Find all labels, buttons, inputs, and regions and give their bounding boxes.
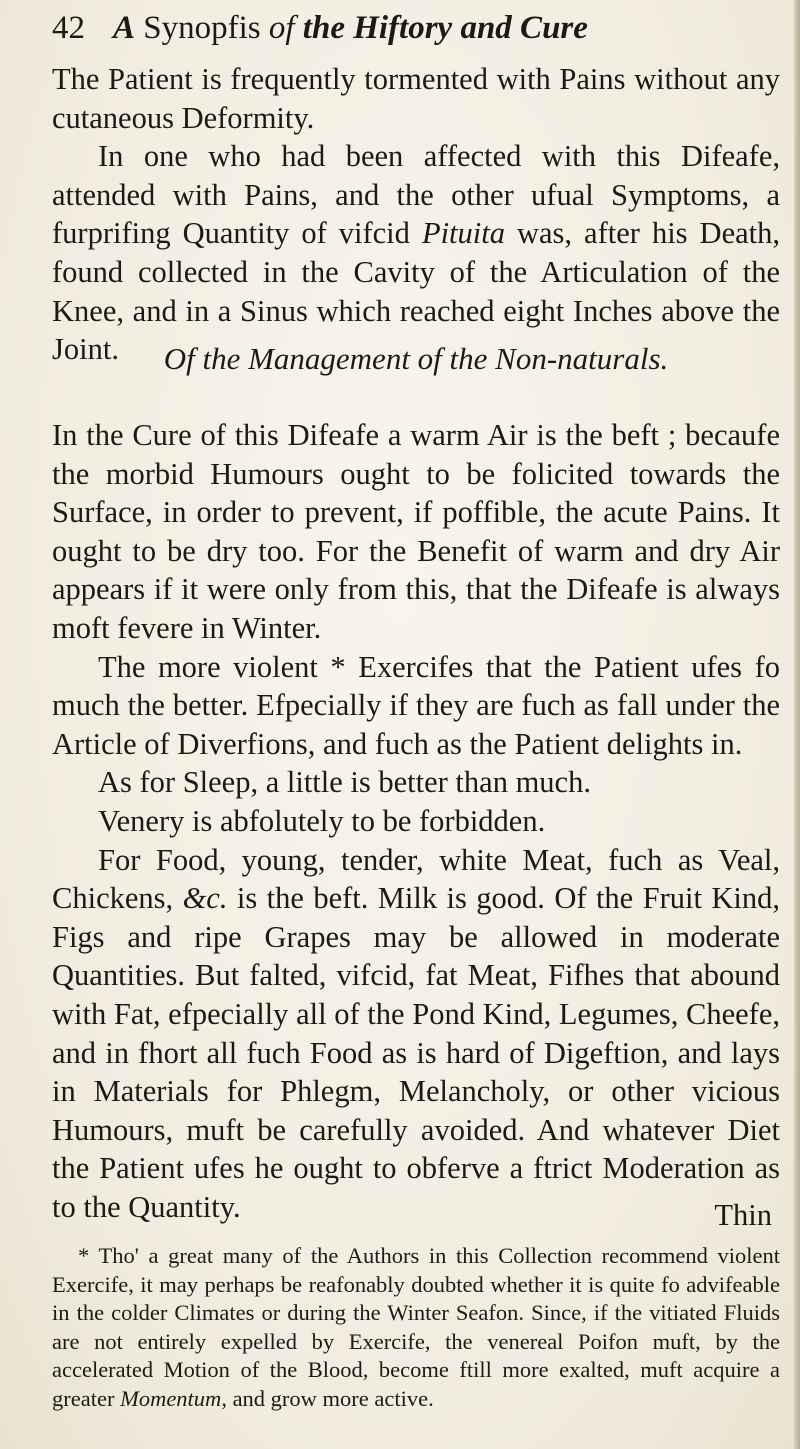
section-heading: Of the Management of the Non-naturals. [163,341,669,376]
paragraph-2-part-a: In one who had been affected with this Difeafe, attended with Pains, and the other ufual Symptoms, a furprifing Quantity of vifcid [52,139,780,251]
paragraph-7-part-b: is the beft. Milk is good. Of the Fruit Kind, Figs and ripe Grapes may be allowed in moderate Quantities. But falted, vifcid, fat Meat, Fifhes that abound with Fat, efpecially all of the Pond Kind, Legumes, Cheefe, and in fhort all fuch Food as is hard of Digeftion, and lays in Materials for Phlegm, Melancholy, or other vicious Humours, muft be carefully avoided. And whatever Diet the Patient ufes he ought to obferve a ftrict Moderation as to the Quantity. [52,881,780,1224]
header-title-main: Synopfis [135,10,269,46]
paragraph-2-part-b: was, after his Death, found collected in the Cavity of the Articulation of the Knee, and in a Sinus which reached eight Inches above the Joint. [52,216,781,367]
catchword: Thin [714,1198,772,1232]
paragraph-7 [52,841,780,1227]
footnote-italic: Momentum [120,1385,222,1411]
paragraph-5: As for Sleep, a little is better than much. [98,765,591,800]
body-text-top [52,60,780,369]
page-edge [794,0,800,1449]
body-text-main [52,416,780,1226]
paragraph-2 [52,137,780,369]
paragraph-7-part-a: For Food, young, tender, white Meat, fuch as Veal, Chickens, [52,842,780,916]
paragraph-6: Venery is abfolutely to be forbidden. [98,803,546,838]
running-header [52,10,770,66]
footnote-part-b: , and grow more active. [221,1385,434,1411]
footnote-part-a: * Tho' a great many of the Authors in this Collection recommend violent Exercife, it may perhaps be reafonably doubted whether it is quite fo advifeable in the colder Climates or during the Winter Seafon. Since, if the vitiated Fluids are not entirely expelled by Exercife, the venereal Poifon muft, by the accelerated Motion of the Blood, become ftill more exalted, muft acquire a greater [52,1243,780,1411]
header-title-a: A [113,10,136,46]
page-number: 42 [52,10,85,46]
paragraph-1: The Patient is frequently tormented with Pains without any cutaneous Deformity. [52,62,780,135]
header-title-history: the Hiftory and Cure [302,10,588,46]
paragraph-7-italic: &c. [182,881,228,916]
paragraph-2-italic: Pituita [421,216,505,251]
header-title-of: of [268,10,295,46]
paragraph-3: In the Cure of this Difeafe a warm Air is the beft ; becaufe the morbid Humours ought to be folicited towards the Surface, in order to prevent, if poffible, the acute Pains. It ought to be dry too. For the Benefit of warm and dry Air appears if it were only from this, that the Difeafe is always moft fevere in Winter. [52,418,780,645]
paragraph-4: The more violent * Exercifes that the Patient ufes fo much the better. Efpecially if they are fuch as fall under the Article of Diverfions, and fuch as the Patient delights in. [52,649,780,761]
footnote [52,1242,780,1414]
